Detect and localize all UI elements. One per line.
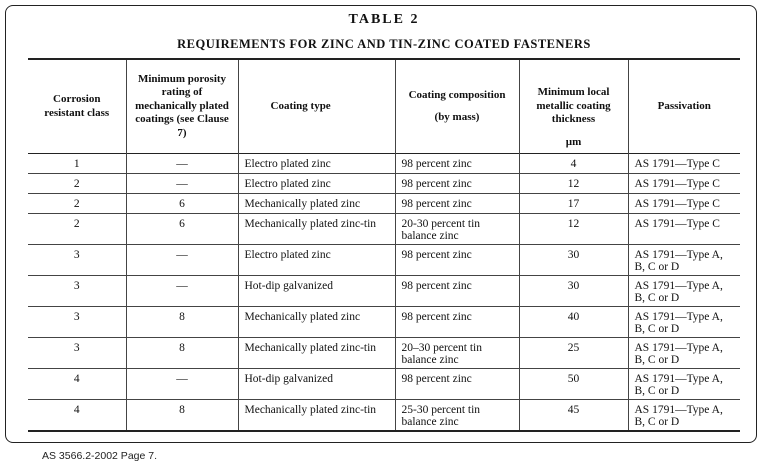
- cell-passivation: AS 1791—Type A, B, C or D: [634, 342, 723, 366]
- header-min-porosity: Minimum porosity rating of mechanically plated coatings (see Clause 7): [126, 59, 238, 154]
- cell-coating-type: Electro plated zinc: [238, 154, 395, 174]
- cell-coating-type: Hot-dip galvanized: [238, 276, 395, 307]
- header-coating-composition-sub: (by mass): [434, 110, 480, 123]
- table-row: [28, 400, 740, 432]
- cell-composition: 20-30 percent tin balance zinc: [395, 214, 519, 245]
- cell-coating-type: Mechanically plated zinc: [238, 307, 395, 338]
- cell-thickness: 17: [519, 194, 628, 214]
- cell-passivation: AS 1791—Type A, B, C or D: [634, 249, 723, 273]
- cell-class: 3: [28, 245, 126, 276]
- cell-composition: 98 percent zinc: [395, 245, 519, 276]
- header-min-thickness-label: Minimum local metallic coating thickness: [536, 86, 611, 126]
- table-label: TABLE 2: [348, 12, 420, 27]
- table-row: [28, 369, 740, 400]
- cell-coating-type: Hot-dip galvanized: [238, 369, 395, 400]
- header-min-thickness: [519, 59, 628, 154]
- cell-porosity: 8: [126, 338, 238, 369]
- cell-composition: 25-30 percent tin balance zinc: [395, 400, 519, 432]
- cell-class: 3: [28, 276, 126, 307]
- cell-thickness: 12: [519, 214, 628, 245]
- cell-thickness: 30: [519, 276, 628, 307]
- cell-passivation: AS 1791—Type A, B, C or D: [634, 280, 723, 304]
- table-row: [28, 276, 740, 307]
- table-row: [28, 245, 740, 276]
- cell-composition: 98 percent zinc: [395, 174, 519, 194]
- cell-passivation: AS 1791—Type C: [634, 158, 720, 170]
- cell-coating-type: Mechanically plated zinc-tin: [238, 214, 395, 245]
- cell-class: 2: [28, 194, 126, 214]
- cell-porosity: 8: [126, 307, 238, 338]
- header-coating-type: Coating type: [238, 59, 395, 154]
- cell-thickness: 45: [519, 400, 628, 432]
- cell-passivation: AS 1791—Type A, B, C or D: [634, 373, 723, 397]
- cell-porosity: 6: [126, 214, 238, 245]
- cell-thickness: 25: [519, 338, 628, 369]
- cell-passivation: AS 1791—Type A, B, C or D: [634, 404, 723, 428]
- cell-passivation: AS 1791—Type C: [634, 218, 720, 230]
- cell-composition: 98 percent zinc: [395, 369, 519, 400]
- cell-composition: 98 percent zinc: [395, 276, 519, 307]
- table-row: [28, 307, 740, 338]
- cell-passivation: AS 1791—Type C: [634, 178, 720, 190]
- cell-thickness: 40: [519, 307, 628, 338]
- table-row: [28, 338, 740, 369]
- cell-coating-type: Mechanically plated zinc-tin: [238, 338, 395, 369]
- cell-porosity: —: [126, 276, 238, 307]
- cell-class: 4: [28, 369, 126, 400]
- cell-class: 4: [28, 400, 126, 432]
- cell-thickness: 12: [519, 174, 628, 194]
- cell-class: 1: [28, 154, 126, 174]
- cell-class: 2: [28, 214, 126, 245]
- cell-porosity: 8: [126, 400, 238, 432]
- requirements-table: [28, 58, 740, 432]
- header-coating-composition: [395, 59, 519, 154]
- cell-thickness: 4: [519, 154, 628, 174]
- cell-porosity: 6: [126, 194, 238, 214]
- table-row: [28, 154, 740, 174]
- cell-composition: 20–30 percent tin balance zinc: [395, 338, 519, 369]
- cell-porosity: —: [126, 154, 238, 174]
- header-min-thickness-unit: µm: [565, 135, 582, 148]
- cell-passivation: AS 1791—Type C: [634, 198, 720, 210]
- table-row: [28, 214, 740, 245]
- cell-composition: 98 percent zinc: [395, 307, 519, 338]
- cell-class: 3: [28, 338, 126, 369]
- header-row: [28, 59, 740, 154]
- cell-passivation: AS 1791—Type A, B, C or D: [634, 311, 723, 335]
- cell-class: 3: [28, 307, 126, 338]
- cell-thickness: 30: [519, 245, 628, 276]
- table-row: [28, 194, 740, 214]
- cell-coating-type: Electro plated zinc: [238, 174, 395, 194]
- cell-class: 2: [28, 174, 126, 194]
- header-coating-composition-label: Coating composition: [408, 89, 506, 101]
- cell-coating-type: Mechanically plated zinc-tin: [238, 400, 395, 432]
- cell-coating-type: Electro plated zinc: [238, 245, 395, 276]
- table-row: [28, 174, 740, 194]
- cell-thickness: 50: [519, 369, 628, 400]
- cell-composition: 98 percent zinc: [395, 154, 519, 174]
- cell-composition: 98 percent zinc: [395, 194, 519, 214]
- cell-porosity: —: [126, 369, 238, 400]
- header-corrosion-class: Corrosion resistant class: [28, 59, 126, 154]
- cell-coating-type: Mechanically plated zinc: [238, 194, 395, 214]
- cell-porosity: —: [126, 174, 238, 194]
- cell-porosity: —: [126, 245, 238, 276]
- table-title: REQUIREMENTS FOR ZINC AND TIN-ZINC COATED FASTENERS: [177, 37, 591, 51]
- header-passivation: Passivation: [657, 99, 711, 112]
- page-footer: AS 3566.2-2002 Page 7.: [42, 450, 158, 462]
